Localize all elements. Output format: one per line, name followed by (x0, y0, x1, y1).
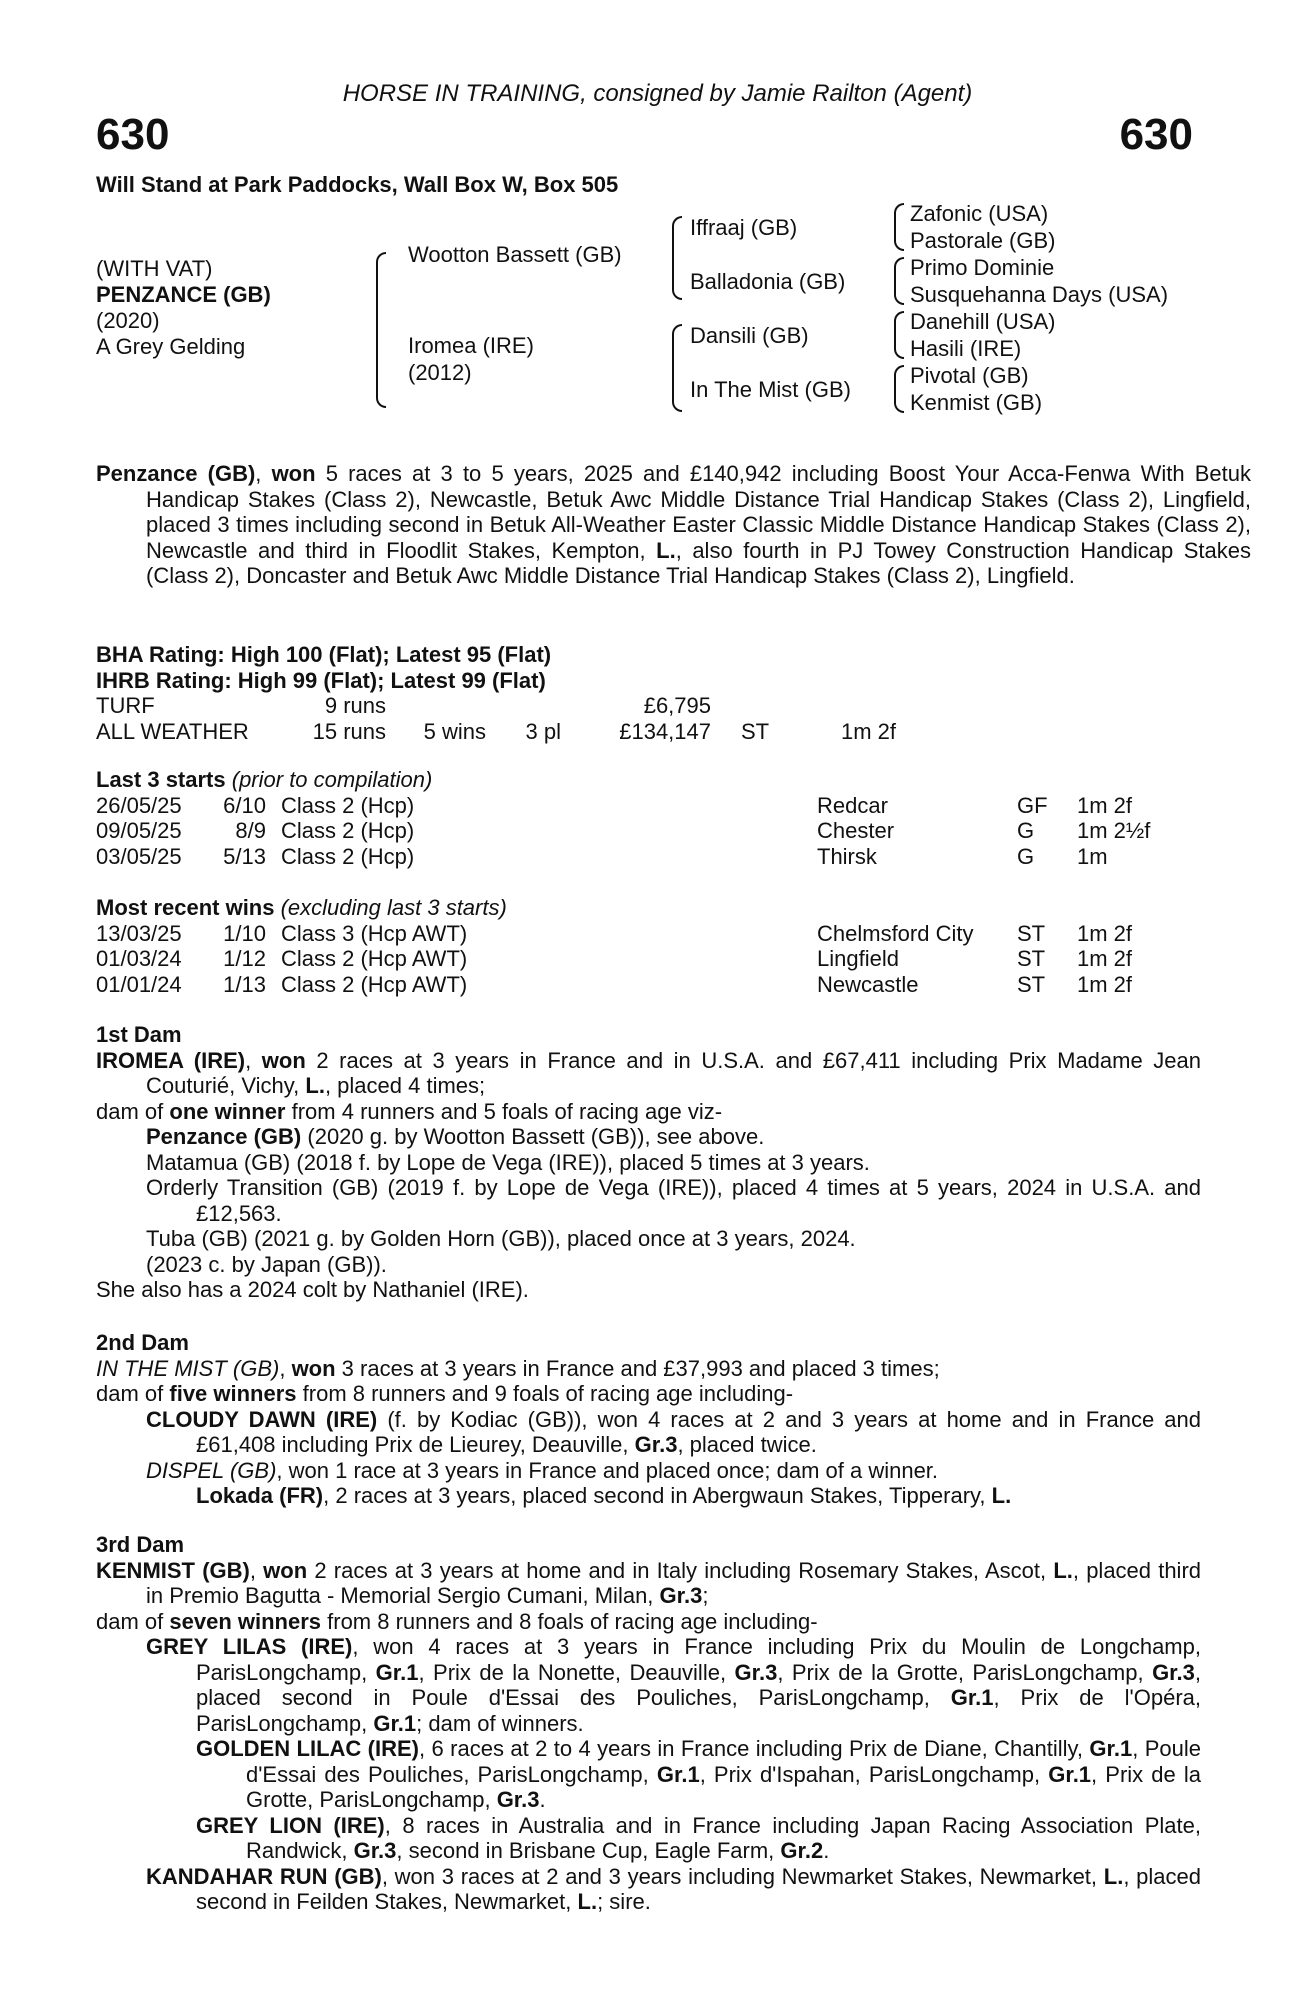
grade-badge: Gr.1 (375, 1659, 419, 1685)
distance (821, 693, 961, 719)
listed-badge: L. (577, 1889, 598, 1914)
dam-text: , placed 4 times; (324, 1073, 486, 1098)
listed-badge: L. (1053, 1557, 1073, 1583)
pedigree-brace (894, 257, 904, 305)
progeny-text: (f. by Kodiac (GB)), won 4 races at 2 and 3 years at home and in France and £61,408 including Prix de Lieurey, Deauville, (196, 1406, 1201, 1457)
dam-name: IROMEA (IRE) (96, 1047, 246, 1073)
dam-text: 2 races at 3 years at home and in Italy including Rosemary Stakes, Ascot, (307, 1557, 1054, 1583)
dam-text: , placed third in Premio Bagutta - Memorial Sergio Cumani, Milan, (146, 1557, 1202, 1608)
progeny-text: , placed twice. (677, 1432, 817, 1457)
race-class: Class 2 (Hcp AWT) (281, 946, 468, 971)
grade-badge: Gr.1 (656, 1761, 700, 1787)
progeny-item (96, 1175, 1201, 1226)
ratings-section (96, 642, 1201, 744)
progeny-item (96, 1634, 1201, 1736)
progeny-name: CLOUDY DAWN (IRE) (146, 1406, 378, 1432)
grade-badge: Gr.3 (1152, 1659, 1195, 1685)
progeny-name: Lokada (FR) (196, 1483, 324, 1508)
distance: 1m 2f (841, 718, 897, 744)
progeny-text: ; sire. (597, 1889, 651, 1914)
first-dam-section (96, 1022, 1201, 1303)
winners-count: seven winners (169, 1608, 322, 1634)
bha-rating: BHA Rating: High 100 (Flat); Latest 95 (Flat) (96, 642, 552, 667)
progeny-text: , Prix de la Grotte, ParisLongchamp, (246, 1761, 1201, 1812)
dam-of-line (96, 1381, 1201, 1407)
wins (386, 693, 486, 719)
dam-record: IROMEA (IRE), won 2 races at 3 years in France and in U.S.A. and £67,411 including Prix Madame Jean Couturié, Vichy, L., placed 4 times; (96, 1047, 1201, 1098)
progeny-text: , 2 races at 3 years, placed second in Abergwaun Stakes, Tipperary, (323, 1483, 992, 1508)
going: GF (1017, 792, 1048, 818)
position: 5/13 (223, 843, 266, 869)
prize-money: £134,147 (619, 718, 711, 744)
progeny-item (96, 1124, 1201, 1150)
progeny-text: ; dam of winners. (416, 1710, 584, 1736)
going: ST (1017, 920, 1046, 946)
dam-text: 2 races at 3 years in France and in U.S.A. and £67,411 including Prix Madame Jean Couturié, Vichy, (146, 1047, 1201, 1098)
course: Lingfield (817, 946, 899, 971)
progeny-name: DISPEL (GB) (146, 1457, 277, 1483)
pedigree-g3-5: Danehill (USA) (910, 309, 1056, 334)
win-row (96, 921, 1201, 947)
pedigree-brace (376, 252, 386, 408)
progeny-item (96, 1864, 1201, 1915)
listed-badge: L. (1103, 1863, 1124, 1889)
winners-count: one winner (169, 1098, 286, 1124)
progeny-text: Orderly Transition (GB) (2019 f. by Lope de Vega (IRE)), placed 4 times at 5 years, 2024 in U.S.A. and £12,563. (146, 1175, 1201, 1226)
dam-name: KENMIST (GB) (96, 1557, 250, 1583)
race-class: Class 2 (Hcp) (281, 792, 415, 818)
distance: 1m 2f (1077, 920, 1133, 946)
winners-count: five winners (169, 1381, 297, 1406)
pedigree-dam-dam: In The Mist (GB) (690, 377, 851, 402)
progeny-item (96, 1483, 1201, 1509)
lot-number-right: 630 (1119, 110, 1193, 159)
pedigree-brace (672, 216, 682, 300)
course: Chester (817, 818, 895, 843)
wins: 5 wins (423, 718, 486, 744)
won-label: won (261, 1047, 306, 1073)
progeny-text: , second in Brisbane Cup, Eagle Farm, (396, 1838, 781, 1863)
position: 1/13 (223, 971, 266, 997)
section-title: 1st Dam (96, 1022, 182, 1047)
summary-text: 5 races at 3 to 5 years, 2025 and £140,942 including Boost Your Acca-Fenwa With Betuk Handicap Stakes (Class 2), Newcastle, Betuk Awc Middle Distance Trial Handicap Stakes (Class 2), Lingfield, placed 3 times including second in Betuk All-Weather Easter Classic Middle Distance Handicap Stakes (Class 2), Newcastle and third in Floodlit Stakes, Kempton, (146, 461, 1251, 563)
grade-badge: Gr.3 (659, 1583, 703, 1608)
position: 8/9 (235, 818, 266, 843)
progeny-text: , Prix de la Nonette, Deauville, (418, 1659, 735, 1685)
grade-badge: Gr.3 (353, 1838, 397, 1863)
lot-number-left: 630 (96, 110, 170, 159)
pedigree-brace (672, 324, 682, 412)
race-summary: Penzance (GB), won 5 races at 3 to 5 years, 2025 and £140,942 including Boost Your Acca-Fenwa With Betuk Handicap Stakes (Class 2), Newcastle, Betuk Awc Middle Distance Trial Handicap Stakes (Class 2), Lingfield, placed 3 times including second in Betuk All-Weather Easter Classic Middle Distance Handicap Stakes (Class 2), Newcastle and third in Floodlit Stakes, Kempton, L., also fourth in PJ Towey Construction Handicap Stakes (Class 2), Doncaster and Betuk Awc Middle Distance Trial Handicap Stakes (Class 2), Lingfield. (96, 461, 1251, 588)
won-label: won (263, 1557, 308, 1583)
pedigree-g3-1: Zafonic (USA) (910, 201, 1049, 226)
section-title: 3rd Dam (96, 1532, 185, 1557)
won-label: won (291, 1355, 336, 1381)
progeny-name: KANDAHAR RUN (GB) (146, 1863, 382, 1889)
placed (486, 693, 561, 719)
win-row (96, 972, 1201, 998)
distance: 1m 2f (1077, 792, 1133, 818)
section-title: 2nd Dam (96, 1330, 189, 1355)
progeny-text: , won 1 race at 3 years in France and placed once; dam of a winner. (276, 1457, 939, 1483)
distance: 1m 2f (1077, 946, 1133, 971)
pedigree-g3-6: Hasili (IRE) (910, 336, 1022, 361)
section-title: Most recent wins (96, 895, 275, 920)
runs: 9 runs (324, 693, 386, 718)
dam-of-text: from 8 runners and 9 foals of racing age including- (296, 1381, 794, 1406)
going (711, 693, 821, 719)
dam-text: ; (702, 1583, 709, 1608)
vat-status: (WITH VAT) (96, 256, 213, 281)
progeny-item (96, 1150, 1201, 1176)
section-title: Last 3 starts (96, 767, 226, 792)
dam-record: KENMIST (GB), won 2 races at 3 years at home and in Italy including Rosemary Stakes, Ascot, L., placed third in Premio Bagutta - Memorial Sergio Cumani, Milan, Gr.3; (96, 1557, 1202, 1608)
third-dam-section (96, 1532, 1201, 1915)
progeny-text: . (539, 1787, 546, 1812)
dam-of-text: dam of (96, 1381, 170, 1406)
position: 1/12 (223, 946, 266, 971)
also-note: She also has a 2024 colt by Nathaniel (IRE). (96, 1277, 529, 1302)
win-row (96, 946, 1201, 972)
horse-description: A Grey Gelding (96, 334, 246, 359)
date: 09/05/25 (96, 818, 182, 843)
progeny-text: , Prix d'Ispahan, ParisLongchamp, (699, 1761, 1049, 1787)
distance: 1m 2½f (1077, 818, 1151, 843)
date: 13/03/25 (96, 920, 182, 946)
start-row (96, 818, 1201, 844)
pedigree-g3-7: Pivotal (GB) (910, 363, 1029, 388)
progeny-text: , Poule d'Essai des Pouliches, ParisLongchamp, (246, 1736, 1202, 1787)
progeny-text: Matamua (GB) (2018 f. by Lope de Vega (IRE)), placed 5 times at 3 years. (146, 1149, 870, 1175)
race-class: Class 2 (Hcp) (281, 843, 415, 869)
dam-of-line (96, 1609, 1201, 1635)
section-subtitle: (excluding last 3 starts) (280, 895, 507, 920)
going: ST (741, 718, 770, 744)
going: G (1017, 818, 1035, 843)
pedigree-dam-year: (2012) (408, 360, 472, 385)
progeny-item (96, 1226, 1201, 1252)
progeny-text: , placed second in Feilden Stakes, Newmarket, (196, 1863, 1201, 1914)
date: 01/01/24 (96, 971, 182, 997)
placed: 3 pl (525, 718, 561, 744)
pedigree-g3-8: Kenmist (GB) (910, 390, 1043, 415)
horse-year: (2020) (96, 308, 160, 333)
progeny-text: , Prix de l'Opéra, ParisLongchamp, (196, 1685, 1201, 1736)
progeny-name: GREY LION (IRE) (196, 1812, 385, 1838)
progeny-text: Tuba (GB) (2021 g. by Golden Horn (GB)), placed once at 3 years, 2024. (146, 1226, 856, 1251)
dam-record: IN THE MIST (GB), won 3 races at 3 years in France and £37,993 and placed 3 times; (96, 1355, 940, 1381)
last-3-starts (96, 767, 1201, 869)
pedigree-g3-2: Pastorale (GB) (910, 228, 1056, 253)
grade-badge: Gr.1 (950, 1685, 994, 1710)
progeny-text: . (823, 1838, 830, 1863)
date: 26/05/25 (96, 792, 182, 818)
dam-of-line (96, 1099, 1201, 1125)
dam-of-text: dam of (96, 1098, 170, 1124)
pedigree-g3-3: Primo Dominie (910, 255, 1055, 280)
runs: 15 runs (312, 718, 386, 744)
section-subtitle: (prior to compilation) (231, 767, 433, 792)
going: ST (1017, 971, 1046, 997)
pedigree-brace (894, 311, 904, 359)
prize-money: £6,795 (643, 693, 711, 718)
distance: 1m (1077, 843, 1108, 869)
dam-of-text: from 8 runners and 8 foals of racing age including- (321, 1608, 818, 1634)
grade-badge: Gr.1 (373, 1710, 417, 1736)
position: 1/10 (223, 920, 266, 946)
progeny-text: , placed second in Poule d'Essai des Pouliches, ParisLongchamp, (196, 1659, 1201, 1710)
progeny-item (96, 1458, 1201, 1484)
grade-badge: Gr.3 (634, 1432, 678, 1457)
going: G (1017, 843, 1035, 869)
horse-name: PENZANCE (GB) (96, 282, 271, 307)
stand-location: Will Stand at Park Paddocks, Wall Box W, Box 505 (96, 172, 619, 197)
pedigree-sire-sire: Iffraaj (GB) (690, 215, 798, 240)
pedigree-brace (894, 203, 904, 251)
summary-won: won (271, 461, 316, 486)
progeny-name: GOLDEN LILAC (IRE) (196, 1736, 420, 1761)
grade-badge: Gr.2 (780, 1838, 824, 1863)
summary-horse-name: Penzance (GB) (96, 461, 256, 486)
most-recent-wins (96, 895, 1201, 997)
progeny-text: (2023 c. by Japan (GB)). (146, 1251, 387, 1277)
dam-of-text: dam of (96, 1608, 170, 1634)
progeny-text: , 6 races at 2 to 4 years in France including Prix de Diane, Chantilly, (419, 1736, 1090, 1761)
course: Newcastle (817, 971, 919, 997)
pedigree-dam: Iromea (IRE) (408, 333, 534, 358)
second-dam-section (96, 1330, 1201, 1509)
pedigree-dam-sire: Dansili (GB) (690, 323, 809, 348)
course: Chelmsford City (817, 920, 974, 946)
grade-badge: Gr.3 (734, 1659, 778, 1685)
pedigree-sire: Wootton Bassett (GB) (408, 242, 622, 267)
race-class: Class 2 (Hcp AWT) (281, 971, 468, 997)
record-row-all-weather (96, 719, 1201, 745)
pedigree-g3-4: Susquehanna Days (USA) (910, 282, 1169, 307)
progeny-item (96, 1407, 1201, 1458)
date: 03/05/25 (96, 843, 182, 869)
course: Thirsk (817, 843, 877, 869)
horse-info (96, 256, 271, 360)
ihrb-rating: IHRB Rating: High 99 (Flat); Latest 99 (Flat) (96, 667, 546, 693)
progeny-text: , won 3 races at 2 and 3 years including Newmarket Stakes, Newmarket, (381, 1863, 1104, 1889)
summary-text: , also fourth in PJ Towey Construction Handicap Stakes (Class 2), Doncaster and Betuk Awc Middle Distance Trial Handicap Stakes (Class 2), Lingfield. (146, 537, 1251, 588)
surface: TURF (96, 693, 155, 718)
grade-badge: Gr.1 (1048, 1761, 1092, 1787)
dam-of-text: from 4 runners and 5 foals of racing age viz- (285, 1098, 723, 1124)
record-row-turf (96, 693, 1201, 719)
dam-text: 3 races at 3 years in France and £37,993 and placed 3 times; (335, 1355, 940, 1381)
progeny-name: GREY LILAS (IRE) (146, 1634, 353, 1659)
progeny-item (96, 1736, 1201, 1813)
race-class: Class 3 (Hcp AWT) (281, 920, 468, 946)
listed-badge: L. (991, 1483, 1012, 1508)
position: 6/10 (223, 792, 266, 818)
grade-badge: Gr.1 (1089, 1736, 1133, 1761)
start-row (96, 844, 1201, 870)
course: Redcar (817, 792, 888, 818)
grade-badge: Gr.3 (496, 1787, 540, 1812)
progeny-text: (2020 g. by Wootton Bassett (GB)), see above. (301, 1124, 765, 1149)
surface: ALL WEATHER (96, 718, 249, 744)
start-row (96, 793, 1201, 819)
date: 01/03/24 (96, 946, 182, 971)
going: ST (1017, 946, 1046, 971)
listed-badge: L. (305, 1073, 325, 1098)
distance: 1m 2f (1077, 971, 1133, 997)
listed-badge: L. (656, 537, 676, 563)
progeny-text: , Prix de la Grotte, ParisLongchamp, (777, 1659, 1153, 1685)
progeny-item (96, 1252, 1201, 1278)
progeny-name: Penzance (GB) (146, 1124, 302, 1149)
progeny-text: , won 4 races at 3 years in France including Prix du Moulin de Longchamp, ParisLongchamp, (196, 1634, 1201, 1685)
race-class: Class 2 (Hcp) (281, 818, 415, 843)
progeny-item (96, 1813, 1201, 1864)
pedigree-brace (894, 365, 904, 413)
catalogue-header: HORSE IN TRAINING, consigned by Jamie Railton (Agent) (342, 80, 973, 107)
progeny-text: , 8 races in Australia and in France including Japan Racing Association Plate, Randwick, (246, 1812, 1201, 1863)
pedigree-sire-dam: Balladonia (GB) (690, 269, 846, 294)
dam-name: IN THE MIST (GB) (96, 1355, 280, 1381)
